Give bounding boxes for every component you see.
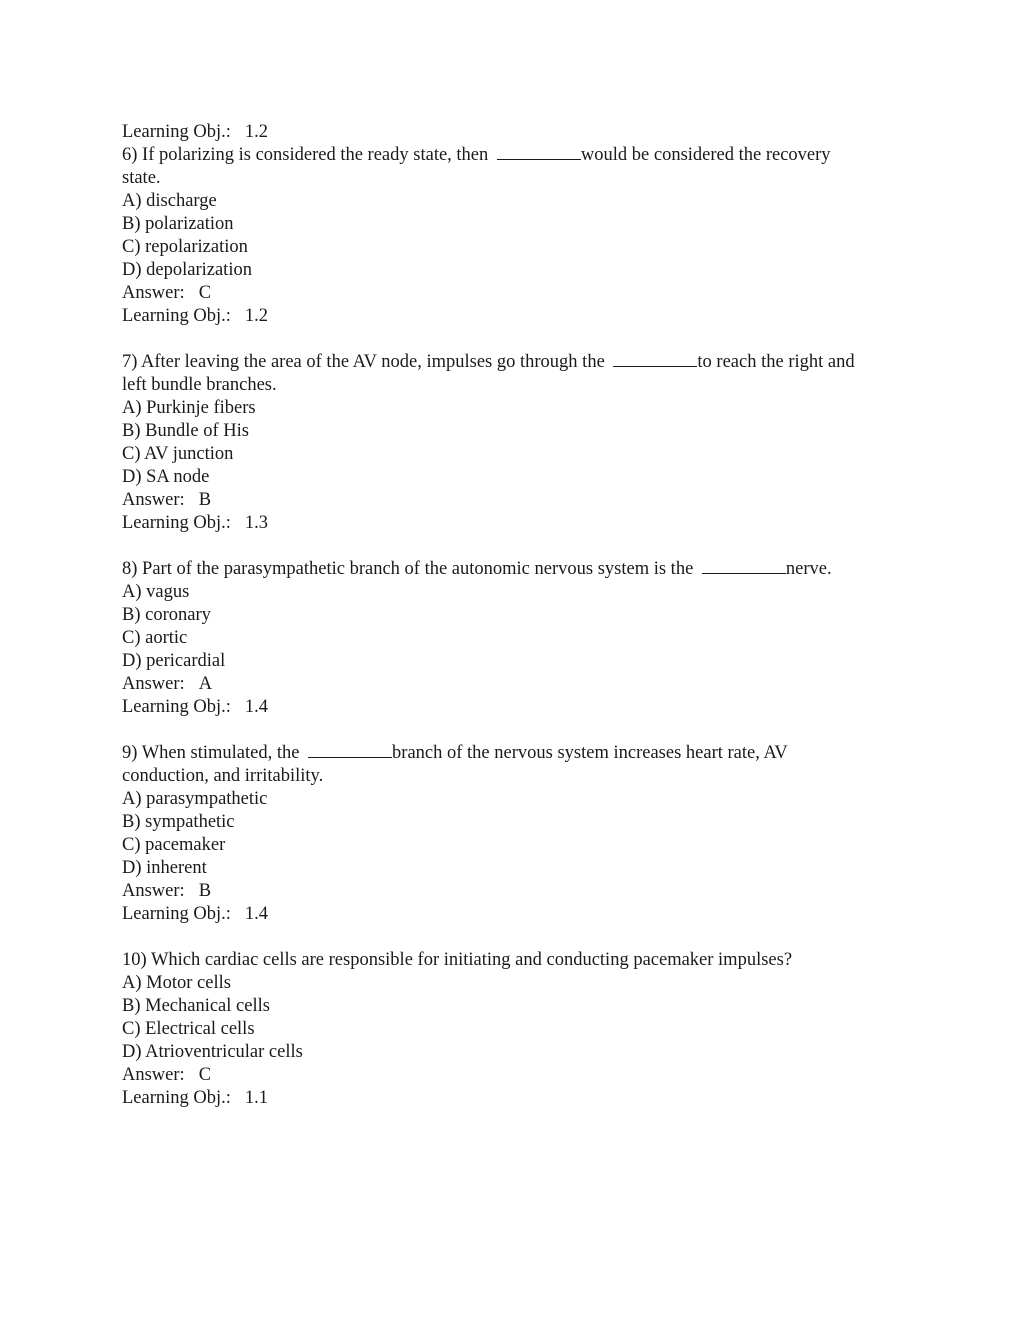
- answer: Answer: C: [122, 1065, 212, 1085]
- learning-objective-value: 1.3: [244, 513, 269, 533]
- answer: Answer: B: [122, 490, 212, 510]
- option-d: D) inherent: [122, 858, 207, 878]
- fill-in-blank: [308, 743, 392, 758]
- question-6: [122, 144, 922, 328]
- fill-in-blank: [497, 145, 581, 160]
- learning-objective-value: 1.4: [244, 697, 269, 717]
- fill-in-blank: [702, 559, 786, 574]
- learning-objective: Learning Obj.: 1.2: [122, 306, 269, 326]
- question-stem: 10) Which cardiac cells are responsible for initiating and conducting pacemaker impulses?: [122, 950, 793, 970]
- question-stem: 7) After leaving the area of the AV node, impulses go through the to reach the right and: [122, 352, 855, 372]
- option-c: C) AV junction: [122, 444, 234, 464]
- option-c: C) repolarization: [122, 237, 248, 257]
- answer: Answer: C: [122, 283, 212, 303]
- option-a: A) parasympathetic: [122, 789, 268, 809]
- learning-objective-value: 1.1: [244, 1088, 269, 1108]
- answer: Answer: B: [122, 881, 212, 901]
- learning-objective-label: Learning Obj.:: [122, 122, 231, 142]
- question-stem: 6) If polarizing is considered the ready state, then would be considered the recovery: [122, 145, 831, 165]
- learning-objective: Learning Obj.: 1.4: [122, 904, 269, 924]
- answer-value: B: [198, 881, 212, 901]
- answer-value: C: [198, 283, 212, 303]
- question-stem-continued: state.: [122, 168, 161, 188]
- question-8: [122, 558, 922, 719]
- answer: Answer: A: [122, 674, 213, 694]
- option-c: C) Electrical cells: [122, 1019, 255, 1039]
- learning-objective: Learning Obj.: 1.4: [122, 697, 269, 717]
- option-b: B) Mechanical cells: [122, 996, 270, 1016]
- option-d: D) SA node: [122, 467, 210, 487]
- option-b: B) coronary: [122, 605, 211, 625]
- question-stem: 9) When stimulated, the branch of the nervous system increases heart rate, AV: [122, 743, 788, 763]
- option-a: A) Motor cells: [122, 973, 231, 993]
- learning-objective-value: 1.2: [244, 122, 269, 142]
- option-d: D) pericardial: [122, 651, 226, 671]
- question-10: [122, 949, 922, 1110]
- option-c: C) aortic: [122, 628, 188, 648]
- document-page: [122, 121, 922, 1110]
- option-a: A) vagus: [122, 582, 190, 602]
- learning-objective: Learning Obj.: 1.1: [122, 1088, 269, 1108]
- option-d: D) depolarization: [122, 260, 252, 280]
- option-b: B) polarization: [122, 214, 234, 234]
- option-b: B) Bundle of His: [122, 421, 249, 441]
- answer-value: B: [198, 490, 212, 510]
- learning-objective-value: 1.2: [244, 306, 269, 326]
- option-d: D) Atrioventricular cells: [122, 1042, 303, 1062]
- question-stem-continued: conduction, and irritability.: [122, 766, 324, 786]
- option-c: C) pacemaker: [122, 835, 226, 855]
- option-a: A) discharge: [122, 191, 217, 211]
- question-9: [122, 742, 922, 926]
- answer-value: A: [198, 674, 213, 694]
- fill-in-blank: [613, 352, 697, 367]
- option-b: B) sympathetic: [122, 812, 235, 832]
- learning-objective-value: 1.4: [244, 904, 269, 924]
- question-stem-continued: left bundle branches.: [122, 375, 277, 395]
- option-a: A) Purkinje fibers: [122, 398, 256, 418]
- learning-objective: [122, 121, 922, 144]
- answer-value: C: [198, 1065, 212, 1085]
- question-stem: 8) Part of the parasympathetic branch of the autonomic nervous system is the nerve.: [122, 559, 832, 579]
- learning-objective: Learning Obj.: 1.3: [122, 513, 269, 533]
- question-7: [122, 351, 922, 535]
